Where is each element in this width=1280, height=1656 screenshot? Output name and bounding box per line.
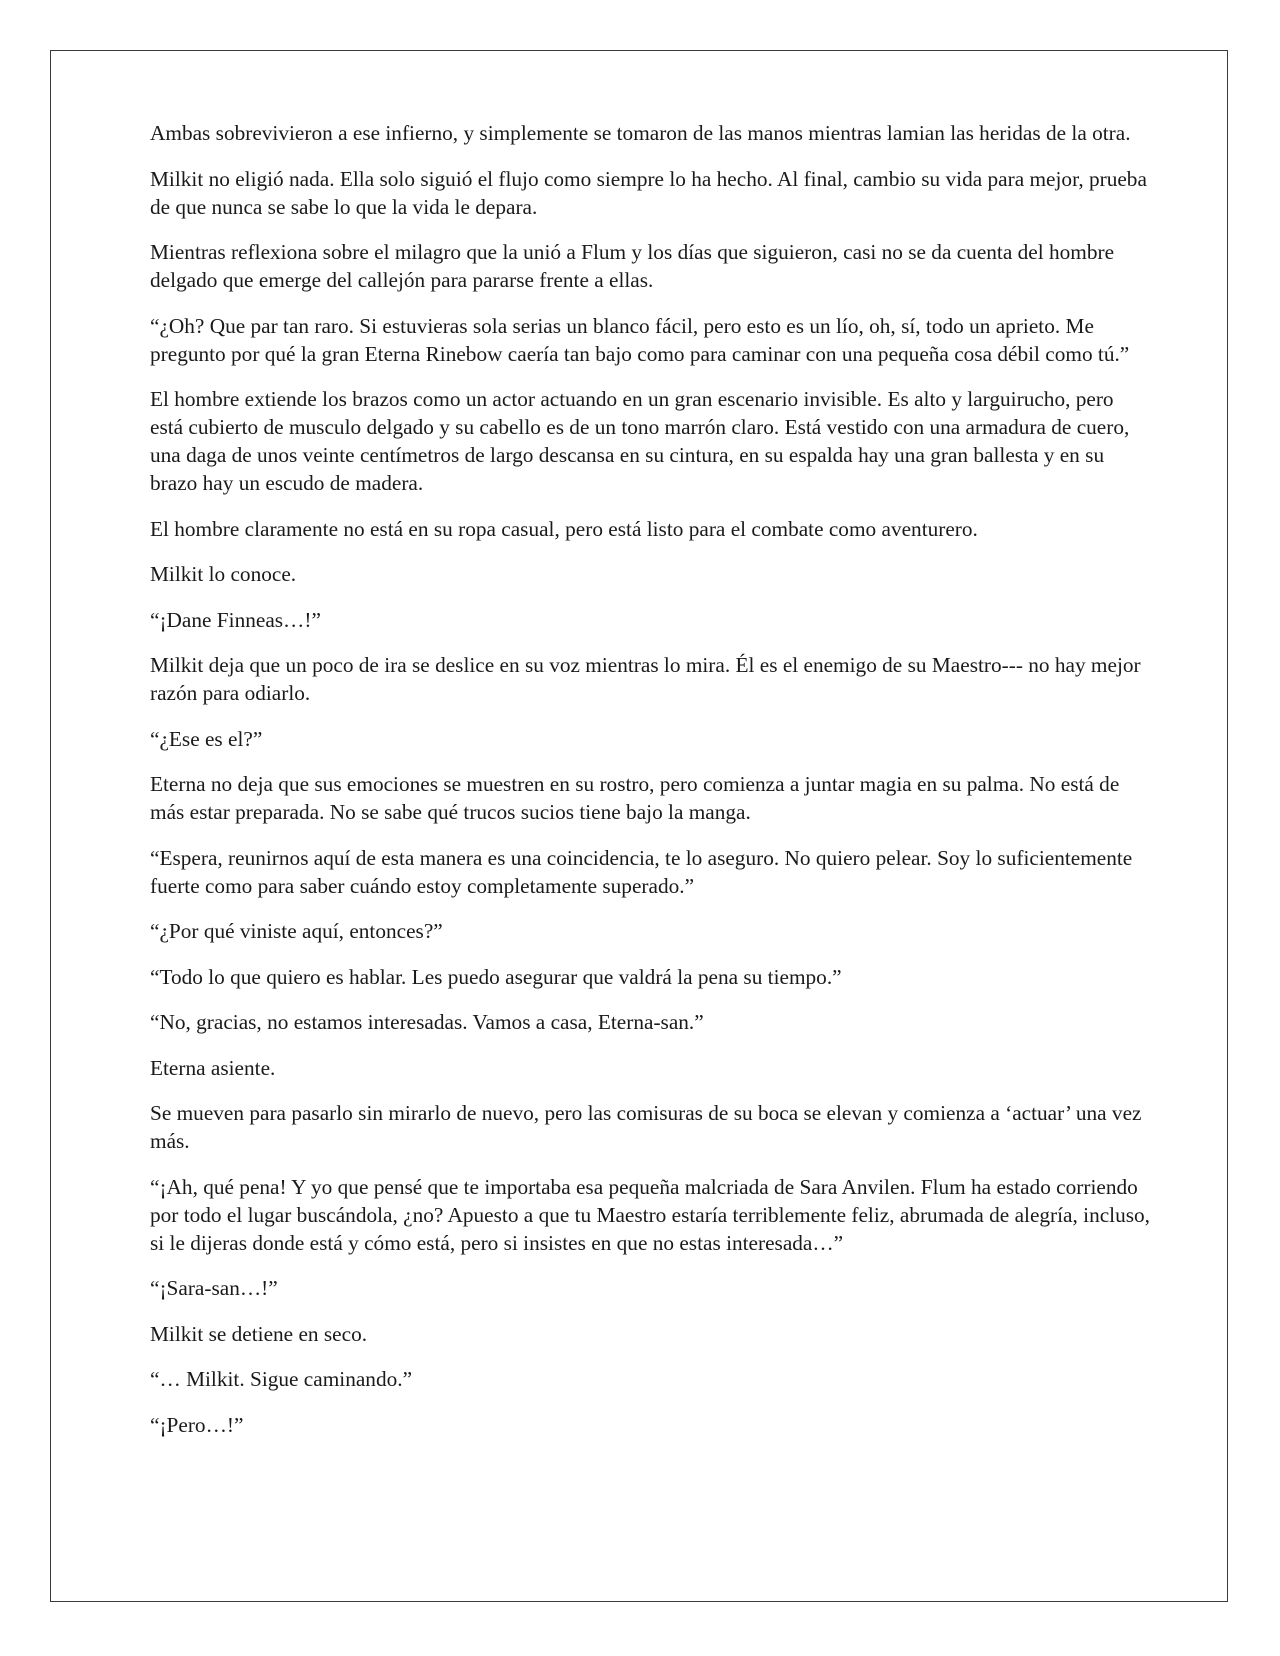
paragraph: “¡Ah, qué pena! Y yo que pensé que te importaba esa pequeña malcriada de Sara Anvilen. Flum ha estado corriendo por todo el lugar buscándola, ¿no? Apuesto a que tu Maestro estaría terriblemente feliz, abrumada de alegría, incluso, si le dijeras donde está y cómo está, pero si insistes en que no estas interesada…” <box>150 1174 1150 1255</box>
paragraph: El hombre extiende los brazos como un actor actuando en un gran escenario invisible. Es alto y larguirucho, pero está cubierto de musculo delgado y su cabello es de un tono marrón claro. Está vestido con una armadura de cuero, una daga de unos veinte centímetros de largo descansa en su cintura, en su espalda hay una gran ballesta y en su brazo hay un escudo de madera. <box>150 387 1130 495</box>
paragraph: Mientras reflexiona sobre el milagro que la unió a Flum y los días que siguieron, casi no se da cuenta del hombre delgado que emerge del callejón para pararse frente a ellas. <box>150 240 1115 292</box>
paragraph: “No, gracias, no estamos interesadas. Vamos a casa, Eterna-san.” <box>150 1010 704 1034</box>
paragraph: Milkit deja que un poco de ira se deslice en su voz mientras lo mira. Él es el enemigo de su Maestro--- no hay mejor razón para odiarlo. <box>150 653 1141 705</box>
paragraph: Se mueven para pasarlo sin mirarlo de nuevo, pero las comisuras de su boca se elevan y comienza a ‘actuar’ una vez más. <box>150 1101 1142 1153</box>
paragraph: “¿Ese es el?” <box>150 726 263 751</box>
paragraph: Milkit lo conoce. <box>150 562 297 586</box>
paragraph: Eterna asiente. <box>150 1055 276 1080</box>
paragraph: “¡Pero…!” <box>150 1412 244 1437</box>
paragraph: Milkit se detiene en seco. <box>150 1321 368 1346</box>
paragraph: Eterna no deja que sus emociones se muestren en su rostro, pero comienza a juntar magia en su palma. No está de más estar preparada. No se sabe qué trucos sucios tiene bajo la manga. <box>150 772 1120 824</box>
paragraph: “¡Sara-san…!” <box>150 1276 278 1300</box>
document-body <box>150 119 1150 1456</box>
paragraph: “¡Dane Finneas…!” <box>150 607 321 632</box>
paragraph: Milkit no eligió nada. Ella solo siguió el flujo como siempre lo ha hecho. Al final, cambio su vida para mejor, prueba de que nunca se sabe lo que la vida le depara. <box>150 166 1147 219</box>
paragraph: “¿Oh? Que par tan raro. Si estuvieras sola serias un blanco fácil, pero esto es un lío, oh, sí, todo un aprieto. Me pregunto por qué la gran Eterna Rinebow caería tan bajo como para caminar con una pequeña cosa débil como tú.” <box>150 313 1130 366</box>
paragraph: El hombre claramente no está en su ropa casual, pero está listo para el combate como aventurero. <box>150 516 978 541</box>
paragraph: “Espera, reunirnos aquí de esta manera es una coincidencia, te lo aseguro. No quiero pelear. Soy lo suficientemente fuerte como para saber cuándo estoy completamente superado.” <box>150 845 1133 898</box>
paragraph: “… Milkit. Sigue caminando.” <box>150 1367 413 1391</box>
paragraph: “¿Por qué viniste aquí, entonces?” <box>150 919 443 943</box>
paragraph: “Todo lo que quiero es hablar. Les puedo asegurar que valdrá la pena su tiempo.” <box>150 964 842 989</box>
page-frame <box>50 50 1228 1602</box>
paragraph: Ambas sobrevivieron a ese infierno, y simplemente se tomaron de las manos mientras lamian las heridas de la otra. <box>150 121 1131 145</box>
